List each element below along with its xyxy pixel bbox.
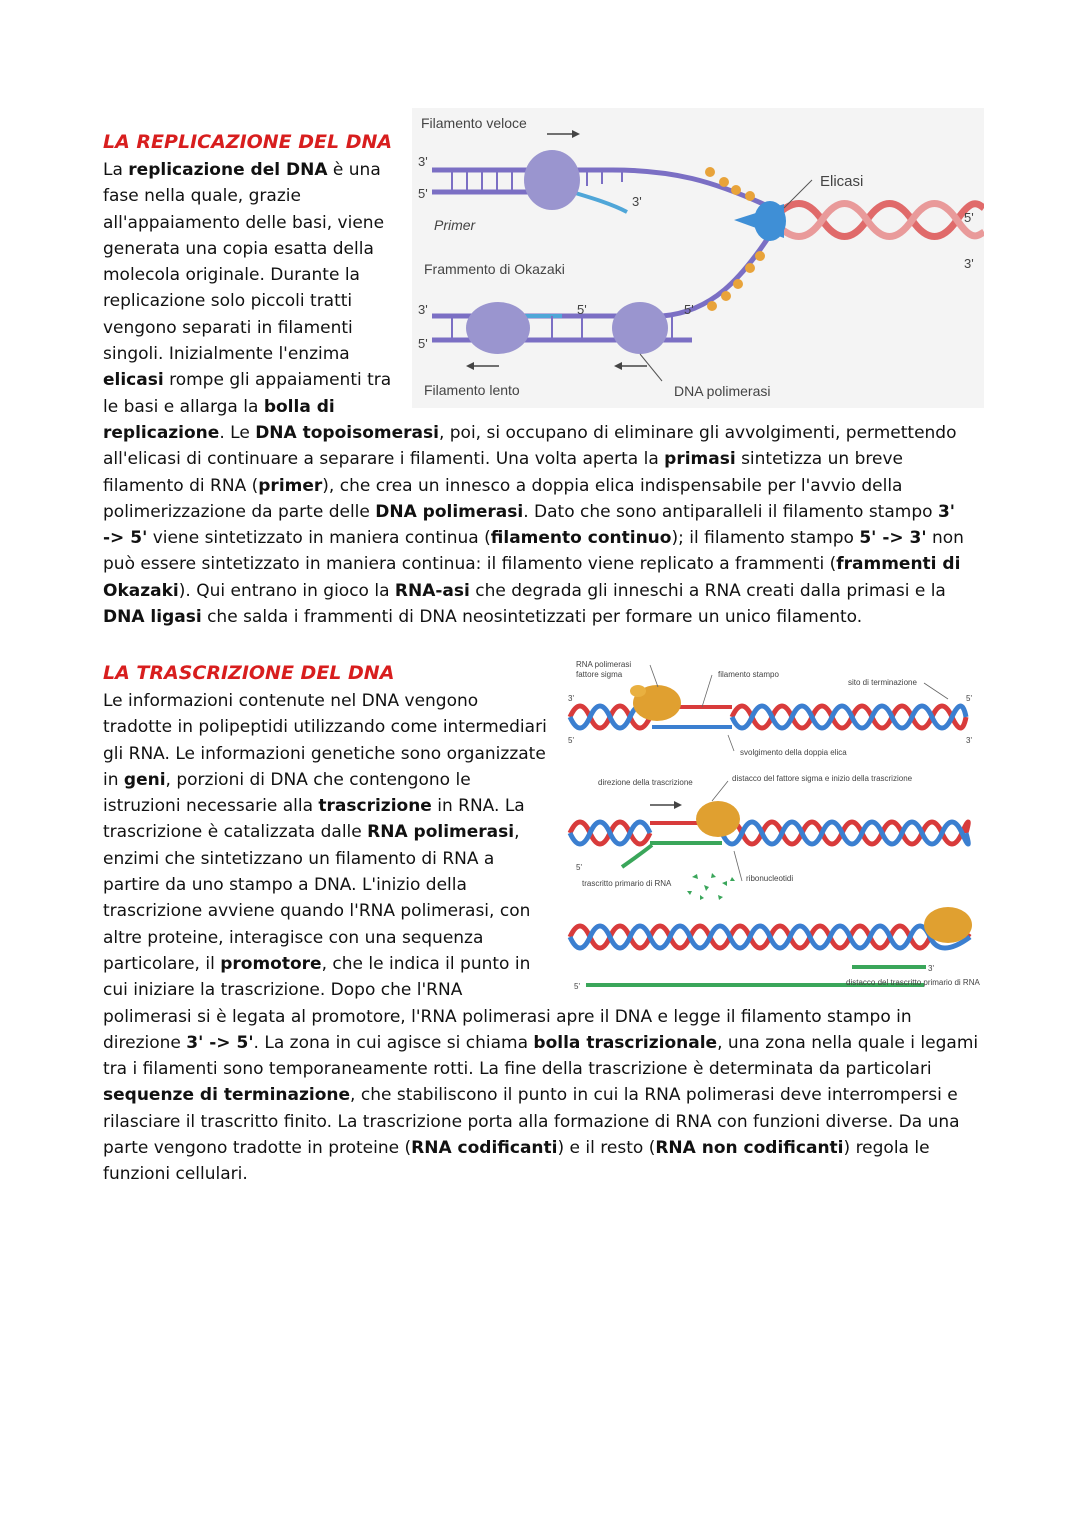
label-end-3c: 3' [418, 302, 428, 317]
replication-text [103, 157, 983, 630]
text-line: enzimi che sintetizzano un filamento di RNA a [103, 848, 495, 869]
label-rna-polymerase: RNA polimerasi [576, 660, 632, 669]
label-t-end-3b: 3' [966, 736, 972, 745]
text-line: istruzioni necessarie alla trascrizione in RNA. La [103, 796, 525, 817]
text-line: DNA ligasi che salda i frammenti di DNA neosintetizzati per formare un unico filamento. [103, 607, 863, 628]
text-line: cui iniziare la trascrizione. Dopo che l'RNA [103, 980, 463, 1001]
section-title-replication: LA REPLICAZIONE DEL DNA [103, 131, 393, 153]
label-t-end-3d: 3' [928, 964, 934, 973]
label-sigma-release: distacco del fattore sigma e inizio della trascrizione [732, 774, 913, 783]
text-line: Okazaki). Qui entrano in gioco la RNA-asi che degrada gli inneschi a RNA creati dalla primasi e la [103, 580, 946, 601]
text-line: generata una copia esatta della [103, 238, 374, 259]
label-lagging-strand: Filamento lento [424, 382, 520, 398]
label-end-3a: 3' [418, 154, 428, 169]
label-leading-strand: Filamento veloce [421, 115, 527, 131]
text-line: elicasi rompe gli appaiamenti tra [103, 370, 392, 391]
label-termination-site: sito di terminazione [848, 678, 917, 687]
label-end-5c: 5' [418, 336, 428, 351]
text-line: le basi e allarga la bolla di [103, 396, 335, 417]
text-line: vengono separati in filamenti [103, 317, 353, 338]
text-line: funzioni cellulari. [103, 1164, 248, 1185]
label-end-3b: 3' [632, 194, 642, 209]
label-end-5f: 5' [964, 210, 974, 225]
text-line: trascrizione avviene quando l'RNA polimerasi, con [103, 901, 531, 922]
label-primary-transcript: trascritto primario di RNA [582, 879, 672, 888]
label-helicase: Elicasi [820, 173, 864, 190]
text-line: molecola originale. Durante la [103, 265, 360, 286]
text-line: replicazione. Le DNA topoisomerasi, poi, si occupano di eliminare gli avvolgimenti, permettendo [103, 422, 957, 443]
text-line: filamento di RNA (primer), che crea un innesco a doppia elica indispensabile per l'avvio della [103, 475, 903, 496]
label-transcript-release: distacco del trascritto primario di RNA [846, 978, 980, 987]
text-line: singoli. Inizialmente l'enzima [103, 344, 350, 365]
label-t-end-5a: 5' [568, 736, 574, 745]
text-line: polimerasi si è legata al promotore, l'RNA polimerasi apre il DNA e legge il filamento stampo in [103, 1006, 912, 1027]
text-line: replicazione solo piccoli tratti [103, 291, 353, 312]
text-line: direzione 3' -> 5'. La zona in cui agisce si chiama bolla trascrizionale, una zona nella quale i legami [103, 1032, 979, 1053]
text-line: tradotte in polipeptidi utilizzando come intermediari [103, 717, 547, 738]
label-end-5d: 5' [577, 302, 587, 317]
label-primer: Primer [434, 217, 476, 233]
text-line: all'appaiamento delle basi, viene [103, 212, 385, 233]
text-line: partire da uno stampo a DNA. L'inizio della [103, 875, 467, 896]
text-line: sequenze di terminazione, che stabiliscono il punto in cui la RNA polimerasi deve interrompersi e [103, 1085, 958, 1106]
text-line: parte vengono tradotte in proteine (RNA codificanti) e il resto (RNA non codificanti) regola le [103, 1138, 930, 1159]
text-line: in geni, porzioni di DNA che contengono le [103, 769, 471, 790]
label-unwinding: svolgimento della doppia elica [740, 748, 847, 757]
label-end-5e: 5' [684, 302, 694, 317]
text-line: trascrizione è catalizzata dalle RNA polimerasi, [103, 822, 520, 843]
text-line: Le informazioni contenute nel DNA vengono [103, 691, 479, 711]
label-dna-polymerase: DNA polimerasi [674, 383, 771, 399]
label-okazaki-fragment: Frammento di Okazaki [424, 261, 565, 277]
text-line: rilasciare il trascritto finito. La trascrizione porta alla formazione di RNA con funzioni diverse. Da una [103, 1111, 960, 1132]
text-line: -> 5' viene sintetizzato in maniera continua (filamento continuo); il filamento stampo 5' -> 3' non [103, 528, 964, 549]
text-line: all'elicasi di continuare a separare i filamenti. Una volta aperta la primasi sintetizza un breve [103, 449, 903, 470]
label-direction: direzione della trascrizione [598, 778, 693, 787]
transcription-paragraph [103, 688, 983, 1188]
label-t-end-5b: 5' [966, 694, 972, 703]
text-line: altre proteine, interagisce con una sequenza [103, 927, 484, 948]
replication-paragraph [103, 157, 983, 630]
text-line: gli RNA. Le informazioni genetiche sono organizzate [103, 743, 546, 764]
label-end-3f: 3' [964, 256, 974, 271]
text-line: polimerizzazione da parte delle DNA polimerasi. Dato che sono antiparalleli il filamento stampo 3' [103, 501, 955, 522]
label-t-end-3a: 3' [568, 694, 574, 703]
section-title-transcription: LA TRASCRIZIONE DEL DNA [103, 662, 395, 684]
transcription-text [103, 688, 983, 1188]
label-t-end-5d: 5' [574, 982, 580, 991]
text-line: fase nella quale, grazie [103, 186, 301, 207]
label-template-strand: filamento stampo [718, 670, 779, 679]
text-line: particolare, il promotore, che le indica il punto in [103, 953, 531, 974]
label-t-end-5c: 5' [576, 863, 582, 872]
label-sigma-factor: fattore sigma [576, 670, 623, 679]
text-line: La replicazione del DNA è una [103, 160, 381, 180]
label-ribonucleotides: ribonucleotidi [746, 874, 794, 883]
text-line: può essere sintetizzato in maniera continua: il filamento viene replicato a frammenti (frammenti di [103, 554, 961, 575]
label-end-5a: 5' [418, 186, 428, 201]
text-line: tra i filamenti sono temporaneamente rotti. La fine della trascrizione è determinata da particolari [103, 1059, 932, 1080]
